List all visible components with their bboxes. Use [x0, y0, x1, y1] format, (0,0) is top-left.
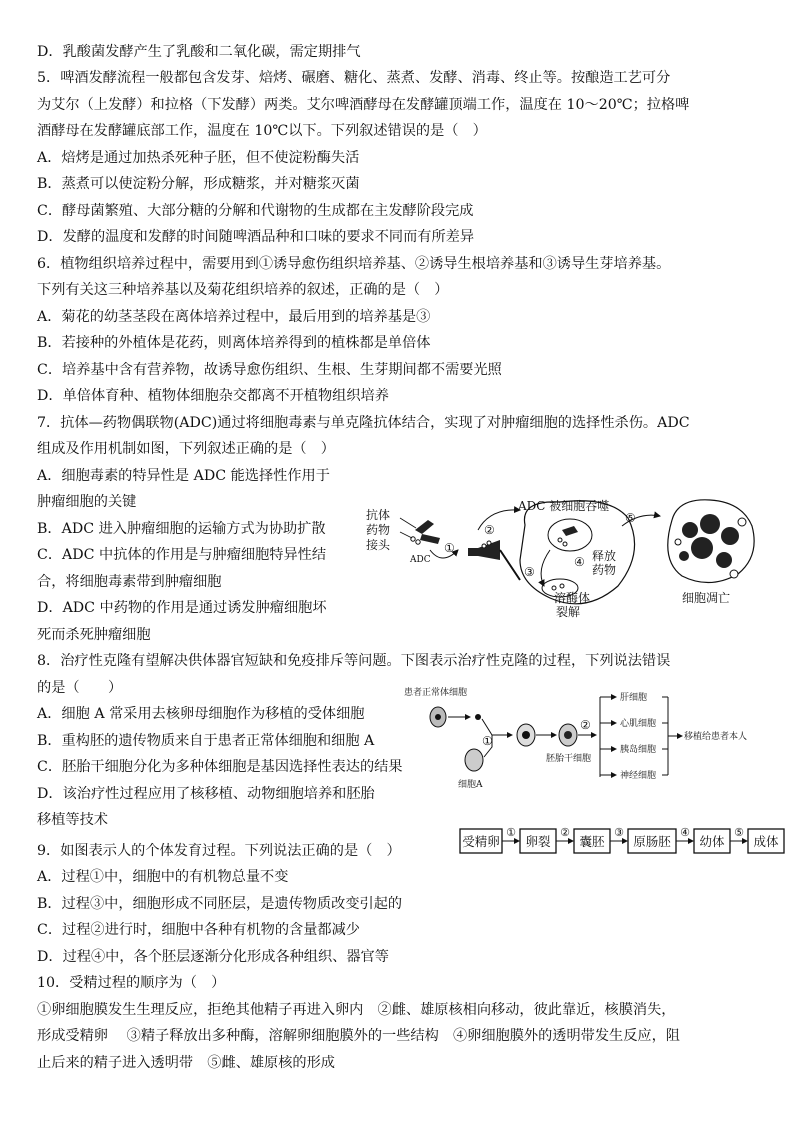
flow-step-label: ② — [560, 826, 570, 839]
q9-option-d: D．过程④中，各个胚层逐渐分化形成各种组织、器官等 — [37, 949, 389, 965]
q7-stem: 组成及作用机制如图，下列叙述正确的是（ ） — [37, 441, 335, 457]
q7-option-c: C．ADC 中抗体的作用是与肿瘤细胞特异性结 — [37, 547, 327, 563]
transplant-label: 移植给患者本人 — [684, 732, 748, 742]
q8-option-d-cont: 移植等技术 — [37, 812, 108, 828]
q8-step-1-label: ① — [482, 734, 493, 748]
apoptosis-label: 细胞凋亡 — [682, 591, 731, 605]
adc-molecule-icon — [400, 518, 440, 544]
q7-option-d-cont: 死而杀死肿瘤细胞 — [37, 627, 151, 643]
q7-option-a-cont: 肿瘤细胞的关键 — [37, 494, 137, 510]
q8-stem: 8．治疗性克隆有望解决供体器官短缺和免疫排斥等问题。下图表示治疗性克隆的过程，下列说法错误 — [37, 653, 671, 669]
q5-option-a: A．焙烤是通过加热杀死种子胚，但不使淀粉酶失活 — [37, 150, 360, 166]
q8-step-2-label: ② — [580, 718, 591, 732]
liver-cell-label: 肝细胞 — [620, 693, 648, 703]
q6-option-a: A．菊花的幼茎茎段在离体培养过程中，最后用到的培养基是③ — [37, 309, 431, 325]
q5-stem: 5．啤酒发酵流程一般都包含发芽、焙烤、碾磨、糖化、蒸煮、发酵、消毒、终止等。按酿造工艺可分 — [37, 70, 671, 86]
q5-stem: 酒酵母在发酵罐底部工作，温度在 10℃以下。下列叙述错误的是（ ） — [37, 123, 487, 139]
flow-stage-label: 原肠胚 — [633, 834, 671, 849]
q6-option-b: B．若接种的外植体是花药，则离体培养得到的植株都是单倍体 — [37, 335, 431, 351]
q8-option-d: D．该治疗性过程应用了核移植、动物细胞培养和胚胎 — [37, 786, 375, 802]
flow-step-label: ③ — [614, 826, 624, 839]
q10-statement: ①卵细胞膜发生生理反应，拒绝其他精子再进入卵内 ②雌、雄原核相向移动，彼此靠近，核膜消失， — [37, 1002, 676, 1018]
flow-step-label: ⑤ — [734, 826, 744, 839]
q8-option-b: B．重构胚的遗传物质来自于患者正常体细胞和细胞 A — [37, 733, 375, 749]
linker-label: 接头 — [366, 538, 391, 552]
q8-option-c: C．胚胎干细胞分化为多种体细胞是基因选择性表达的结果 — [37, 759, 403, 775]
flow-stage-label: 幼体 — [699, 834, 725, 849]
q10-stem: 10．受精过程的顺序为（ ） — [37, 975, 226, 991]
flow-step-label: ① — [506, 826, 516, 839]
q6-option-d: D．单倍体育种、植物体细胞杂交都离不开植物组织培养 — [37, 388, 389, 404]
step-2-label: ② — [484, 523, 495, 537]
q7-option-a: A．细胞毒素的特异性是 ADC 能选择性作用于 — [37, 468, 330, 484]
q8-stem: 的是（ ） — [37, 680, 123, 696]
lysosome-label: 溶酶体 — [554, 591, 591, 605]
nerve-cell-label: 神经细胞 — [620, 771, 657, 781]
apoptotic-cell-icon — [668, 500, 754, 583]
therapeutic-cloning-figure — [400, 683, 790, 793]
patient-cell-label: 患者正常体细胞 — [404, 688, 468, 698]
cardiac-cell-label: 心肌细胞 — [620, 719, 657, 729]
engulfed-label: ADC 被细胞吞噬 — [518, 499, 610, 513]
q6-option-c: C．培养基中含有营养物，故诱导愈伤组织、生根、生芽期间都不需要光照 — [37, 362, 502, 378]
release-label: 释放 — [592, 549, 617, 563]
adc-label: ADC — [410, 555, 431, 565]
q10-statement: 形成受精卵 ③精子释放出多种酶，溶解卵细胞膜外的一些结构 ④卵细胞膜外的透明带发生反应，阻 — [37, 1028, 680, 1044]
q9-option-b: B．过程③中，细胞形成不同胚层，是遗传物质改变引起的 — [37, 896, 403, 912]
flow-stage-label: 囊胚 — [579, 834, 605, 849]
q6-stem: 下列有关这三种培养基以及菊花组织培养的叙述，正确的是（ ） — [37, 282, 449, 298]
q9-option-c: C．过程②进行时，细胞中各种有机物的含量都减少 — [37, 922, 360, 938]
q7-stem: 7．抗体—药物偶联物(ADC)通过将细胞毒素与单克隆抗体结合，实现了对肿瘤细胞的选择性杀伤。ADC — [37, 415, 690, 431]
q9-option-a: A．过程①中，细胞中的有机物总量不变 — [37, 869, 289, 885]
nucleus-icon — [475, 714, 481, 720]
rupture-label: 裂解 — [556, 605, 581, 619]
development-flow-figure — [458, 824, 779, 858]
cell-a-label: 细胞A — [458, 780, 483, 790]
q4-option-d: D．乳酸菌发酵产生了乳酸和二氧化碳，需定期排气 — [37, 44, 361, 60]
drug2-label: 药物 — [592, 563, 617, 577]
step-3-label: ③ — [524, 565, 535, 579]
receptor-binding-icon — [468, 540, 520, 580]
q6-stem: 6．植物组织培养过程中，需要用到①诱导愈伤组织培养基、②诱导生根培养基和③诱导生芽培养基。 — [37, 256, 671, 272]
tumor-cell-outline — [520, 501, 635, 604]
q10-statement: 止后来的精子进入透明带 ⑤雌、雄原核的形成 — [37, 1055, 335, 1071]
q5-option-d: D．发酵的温度和发酵的时间随啤酒品种和口味的要求不同而有所差异 — [37, 229, 475, 245]
q7-option-d: D．ADC 中药物的作用是通过诱发肿瘤细胞坏 — [37, 600, 327, 616]
q5-stem: 为艾尔（上发酵）和拉格（下发酵）两类。艾尔啤酒酵母在发酵罐顶端工作，温度在 10～20℃；拉格啤 — [37, 97, 690, 113]
flow-stage-label: 受精卵 — [462, 834, 500, 849]
q5-option-c: C．酵母菌繁殖、大部分糖的分解和代谢物的生成都在主发酵阶段完成 — [37, 203, 474, 219]
q8-option-a: A．细胞 A 常采用去核卵母细胞作为移植的受体细胞 — [37, 706, 365, 722]
q5-option-b: B．蒸煮可以使淀粉分解，形成糖浆，并对糖浆灭菌 — [37, 176, 360, 192]
q9-stem: 9．如图表示人的个体发育过程。下列说法正确的是（ ） — [37, 843, 401, 859]
q7-option-c-cont: 合，将细胞毒素带到肿瘤细胞 — [37, 574, 222, 590]
adc-mechanism-figure — [360, 490, 770, 618]
endosome-icon — [548, 519, 592, 551]
antibody-label: 抗体 — [366, 508, 391, 522]
esc-label: 胚胎干细胞 — [546, 754, 592, 764]
islet-cell-label: 胰岛细胞 — [620, 745, 657, 755]
flow-stage-label: 成体 — [753, 834, 779, 849]
drug-label: 药物 — [366, 523, 391, 537]
step-4-label: ④ — [574, 555, 585, 569]
step-5-label: ⑤ — [625, 511, 636, 525]
step-1-label: ① — [444, 541, 455, 555]
flow-step-label: ④ — [680, 826, 690, 839]
cell-a-icon — [465, 749, 483, 771]
flow-stage-label: 卵裂 — [525, 834, 551, 849]
q7-option-b: B．ADC 进入肿瘤细胞的运输方式为协助扩散 — [37, 521, 326, 537]
